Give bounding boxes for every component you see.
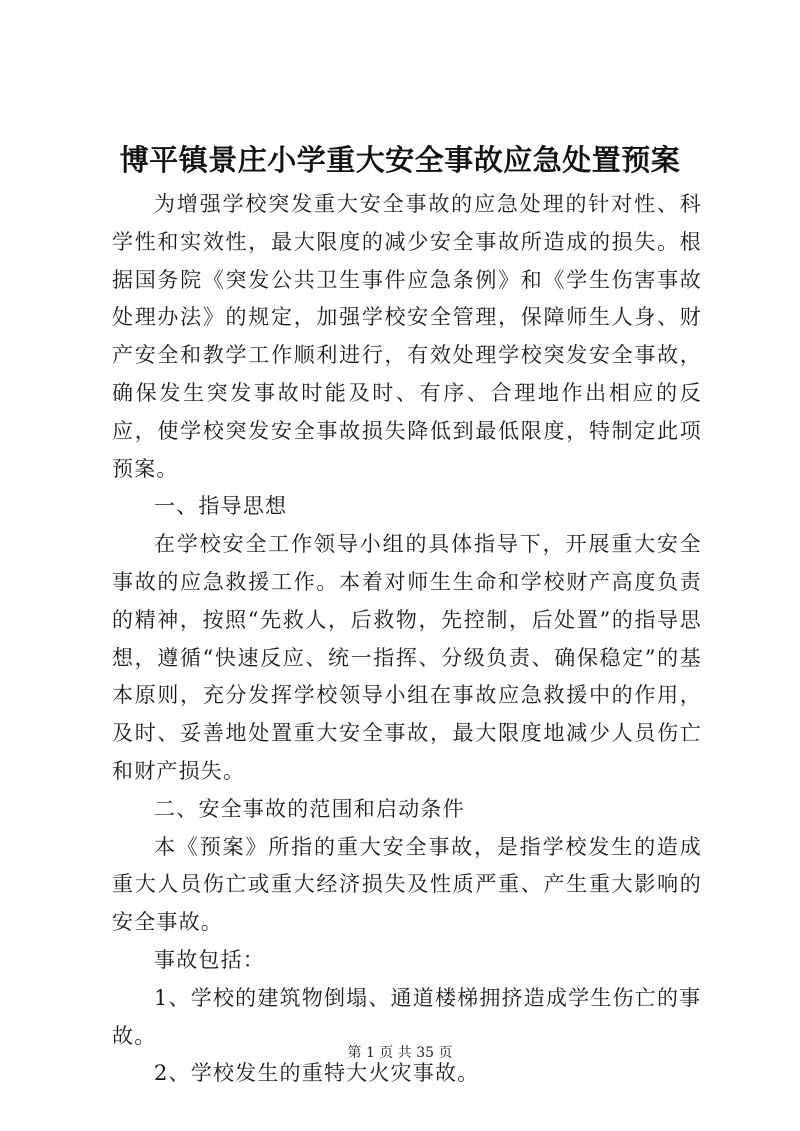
- guiding-ideology-paragraph: 在学校安全工作领导小组的具体指导下，开展重大安全事故的应急救援工作。本着对师生生命和学校财产高度负责的精神，按照“先救人，后救物，先控制，后处置”的指导思想，遵循“快速反应、统一指挥、分级负责、确保稳定”的基本原则，充分发挥学校领导小组在事故应急救援中的作用，及时、妥善地处置重大安全事故，最大限度地减少人员伤亡和财产损失。: [112, 532, 702, 783]
- section-heading-guiding-ideology: 一、指导思想: [154, 494, 288, 519]
- accident-list-item: 2、学校发生的重特大火灾事故。: [154, 1061, 480, 1086]
- intro-paragraph: 为增强学校突发重大安全事故的应急处理的针对性、科学性和实效性，最大限度的减少安全事故所造成的损失。根据国务院《突发公共卫生事件应急条例》和《学生伤害事故处理办法》的规定，加强学校安全管理，保障师生人身、财产安全和教学工作顺利进行，有效处理学校突发安全事故，确保发生突发事故时能及时、有序、合理地作出相应的反应，使学校突发安全事故损失降低到最低限度，特制定此项预案。: [112, 192, 702, 481]
- accident-list-item: 1、学校的建筑物倒塌、通道楼梯拥挤造成学生伤亡的事故。: [112, 985, 702, 1048]
- document-title: 博平镇景庄小学重大安全事故应急处置预案: [119, 143, 681, 177]
- section-heading-scope: 二、安全事故的范围和启动条件: [154, 796, 465, 821]
- accident-list-intro: 事故包括：: [154, 947, 265, 972]
- page-number-footer: 第 1 页 共 35 页: [347, 1045, 453, 1061]
- document-body: [112, 186, 702, 1093]
- scope-paragraph: 本《预案》所指的重大安全事故，是指学校发生的造成重大人员伤亡或重大经济损失及性质严重、产生重大影响的安全事故。: [112, 834, 702, 935]
